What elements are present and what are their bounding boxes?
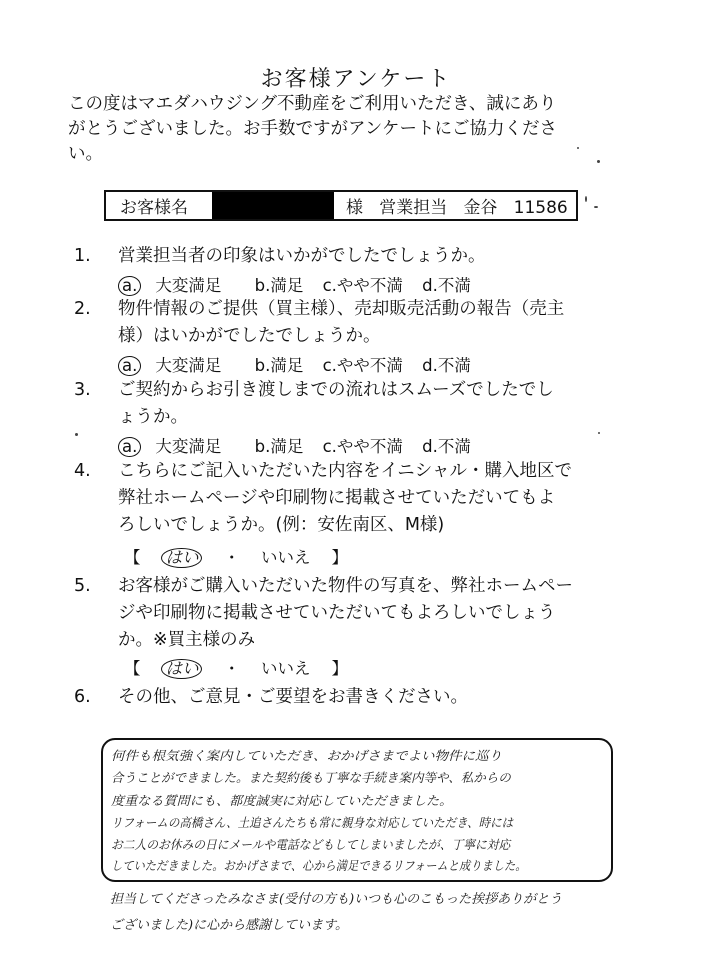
question-text: ょうか。 (118, 407, 188, 427)
question-number: 5. (74, 576, 91, 596)
customer-name-label: お客様名 (120, 198, 188, 218)
intro-line: この度はマエダハウジング不動産をご利用いただき、誠にあり (68, 94, 557, 114)
handwritten-line: 合うことができました。また契約後も丁寧な手続き案内等や、私からの (111, 770, 511, 785)
customer-suffix: 様 (346, 198, 363, 218)
staff-info (334, 193, 568, 218)
question-number: 3. (74, 380, 91, 400)
question-number: 6. (74, 687, 91, 707)
redacted-customer-name (212, 192, 334, 219)
option-a[interactable]: a. 大変満足 (118, 437, 235, 456)
handwritten-line: 何件も根気強く案内していただき、おかげさまでよい物件に巡り (111, 748, 502, 763)
scan-speck (585, 196, 587, 202)
handwritten-after-line: 担当してくださったみなさま(受付の方も)いつも心のこもった挨拶ありがとう (110, 892, 563, 907)
scan-speck (598, 432, 600, 434)
scan-speck (75, 433, 78, 436)
question-number: 2. (74, 299, 91, 319)
option-d[interactable]: d.不満 (422, 276, 471, 295)
answer-options-3 (118, 433, 485, 457)
scan-speck (597, 160, 600, 163)
option-c[interactable]: c.やや不満 (322, 437, 403, 456)
answer-options-1 (118, 272, 485, 296)
yes-option-circled[interactable]: はい (161, 659, 202, 679)
question-number: 4. (74, 461, 91, 481)
question-text: 営業担当者の印象はいかがでしたでしょうか。 (118, 246, 486, 266)
handwritten-line: リフォームの高橋さん、土追さんたちも常に親身な対応していただき、時には (111, 815, 514, 830)
question-text: ご契約からお引き渡しまでの流れはスムーズでしたでし (118, 380, 554, 400)
customer-info-box (104, 190, 578, 221)
question-text: こちらにご記入いただいた内容をイニシャル・購入地区で (118, 461, 572, 481)
option-a[interactable]: a. 大変満足 (118, 356, 235, 375)
answer-options-2 (118, 352, 485, 376)
staff-label: 営業担当 (379, 198, 448, 218)
page-title: お客様アンケート (260, 67, 452, 92)
yes-no-choice-4: 【 はい ・ いいえ 】 (124, 548, 348, 567)
staff-name: 金谷 (463, 198, 498, 218)
circled-choice: a. (118, 356, 141, 376)
question-text: か。※買主様のみ (118, 630, 256, 650)
staff-id: 11586 (513, 198, 568, 218)
question-text: 弊社ホームページや印刷物に掲載させていただいてもよ (118, 488, 556, 508)
question-text: ジや印刷物に掲載させていただいてもよろしいでしょう (118, 603, 556, 623)
option-c[interactable]: c.やや不満 (322, 356, 403, 375)
handwritten-after-line: ございました)に心から感謝しています。 (110, 918, 349, 933)
comment-box[interactable] (101, 738, 613, 882)
intro-text (68, 92, 628, 167)
option-b[interactable]: b.満足 (254, 276, 304, 295)
handwritten-line: お二人のお休みの日にメールや電話などもしてしまいましたが、丁寧に対応 (111, 837, 511, 852)
option-b[interactable]: b.満足 (254, 437, 304, 456)
question-text: 様）はいかがでしたでしょうか。 (118, 326, 381, 346)
intro-line: い。 (68, 144, 103, 164)
yes-no-choice-5: 【 はい ・ いいえ 】 (124, 659, 348, 678)
circled-choice: a. (118, 437, 141, 457)
question-text: 物件情報のご提供（買主様）、売却販売活動の報告（売主 (118, 299, 565, 319)
no-option[interactable]: いいえ (260, 659, 311, 678)
scan-speck (577, 147, 579, 149)
option-b[interactable]: b.満足 (254, 356, 304, 375)
intro-line: がとうございました。お手数ですがアンケートにご協力くださ (68, 119, 557, 139)
handwritten-line: していただきました。おかげさまで、心から満足できるリフォームと成りました。 (111, 858, 527, 873)
option-d[interactable]: d.不満 (422, 437, 471, 456)
option-c[interactable]: c.やや不満 (322, 276, 403, 295)
no-option[interactable]: いいえ (260, 548, 311, 567)
question-number: 1. (74, 246, 91, 266)
yes-option-circled[interactable]: はい (161, 548, 202, 568)
option-d[interactable]: d.不満 (422, 356, 471, 375)
scan-speck (594, 206, 598, 208)
question-text: ろしいでしょうか。(例：安佐南区、M様) (118, 515, 445, 535)
handwritten-line: 度重なる質問にも、都度誠実に対応していただきました。 (111, 793, 453, 808)
option-a[interactable]: a. 大変満足 (118, 276, 235, 295)
question-text: お客様がご購入いただいた物件の写真を、弊社ホームペー (118, 576, 573, 596)
question-text: その他、ご意見・ご要望をお書きください。 (118, 687, 468, 707)
circled-choice: a. (118, 276, 141, 296)
